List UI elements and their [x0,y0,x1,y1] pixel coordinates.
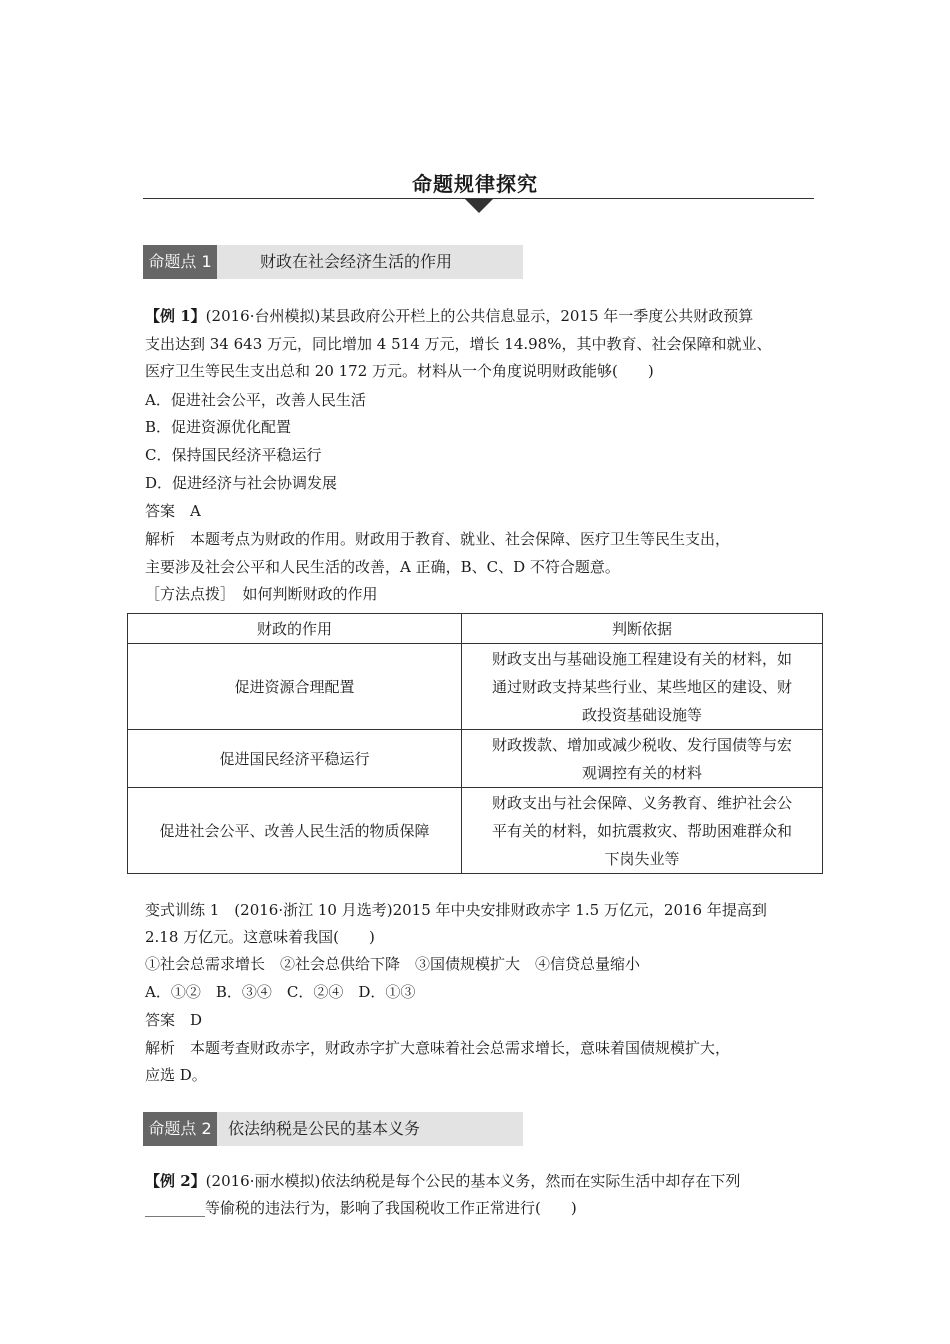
point2-bar [143,1112,523,1146]
ex2-line-1: 【例 2】(2016·丽水模拟)依法纳税是每个公民的基本义务，然而在实际生活中却存在下列 [145,1172,741,1190]
point2-tag: 命题点 2 [143,1112,217,1146]
table-row-3-basis: 财政支出与社会保障、义务教育、维护社会公 平有关的材料，如抗震救灾、帮助困难群众和 下岗失业等 [462,788,823,874]
var1-analysis-1: 解析 本题考查财政赤字，财政赤字扩大意味着社会总需求增长，意味着国债规模扩大， [145,1039,731,1057]
ex1-option-b: B．促进资源优化配置 [145,418,292,436]
point1-title: 财政在社会经济生活的作用 [260,252,453,271]
table-row-1-basis: 财政支出与基础设施工程建设有关的材料，如 通过财政支持某些行业、某些地区的建设、财 政投资基础设施等 [462,644,823,730]
var1-choices: ①社会总需求增长 ②社会总供给下降 ③国债规模扩大 ④信贷总量缩小 [145,955,641,973]
section-heading: 命题规律探究 [412,172,538,196]
ex1-option-d: D．促进经济与社会协调发展 [145,474,338,492]
table-header-basis: 判断依据 [462,614,823,644]
ex1-label: 【例 1】 [145,307,206,325]
var1-line-2: 2.18 万亿元。这意味着我国( ) [145,928,375,946]
ex1-line-1: 【例 1】(2016·台州模拟)某县政府公开栏上的公共信息显示，2015 年一季度公共财政预算 [145,307,754,325]
ex1-analysis-2: 主要涉及社会公平和人民生活的改善，A 正确，B、C、D 不符合题意。 [145,558,620,576]
var1-line-1: 变式训练 1 (2016·浙江 10 月选考)2015 年中央安排财政赤字 1.5 万亿元，2016 年提高到 [145,901,767,919]
method-table [127,613,823,874]
ex1-line-3: 医疗卫生等民生支出总和 20 172 万元。材料从一个角度说明财政能够( ) [145,362,654,380]
ex1-answer: 答案 A [145,502,201,520]
ex1-option-a: A．促进社会公平，改善人民生活 [145,391,366,409]
var1-answer: 答案 D [145,1011,203,1029]
table-row-2-basis: 财政拨款、增加或减少税收、发行国债等与宏 观调控有关的材料 [462,730,823,788]
point2-title: 依法纳税是公民的基本义务 [228,1119,421,1138]
ex2-label: 【例 2】 [145,1172,206,1190]
ex1-method: ［方法点拨］ 如何判断财政的作用 [145,585,378,603]
ex1-line-2: 支出达到 34 643 万元，同比增加 4 514 万元，增长 14.98%，其中教育、社会保障和就业、 [145,335,772,353]
var1-analysis-2: 应选 D。 [145,1066,207,1084]
table-header-role: 财政的作用 [128,614,462,644]
point1-tag: 命题点 1 [143,245,217,279]
heading-triangle-icon [465,199,493,213]
table-row-2-role: 促进国民经济平稳运行 [128,730,462,788]
ex2-line-2: ________等偷税的违法行为，影响了我国税收工作正常进行( ) [145,1199,577,1217]
ex1-option-c: C．保持国民经济平稳运行 [145,446,322,464]
point1-bar [143,245,523,279]
var1-options: A．①② B．③④ C．②④ D．①③ [145,983,416,1001]
table-row-1-role: 促进资源合理配置 [128,644,462,730]
table-row-3-role: 促进社会公平、改善人民生活的物质保障 [128,788,462,874]
ex1-analysis-1: 解析 本题考点为财政的作用。财政用于教育、就业、社会保障、医疗卫生等民生支出， [145,530,731,548]
